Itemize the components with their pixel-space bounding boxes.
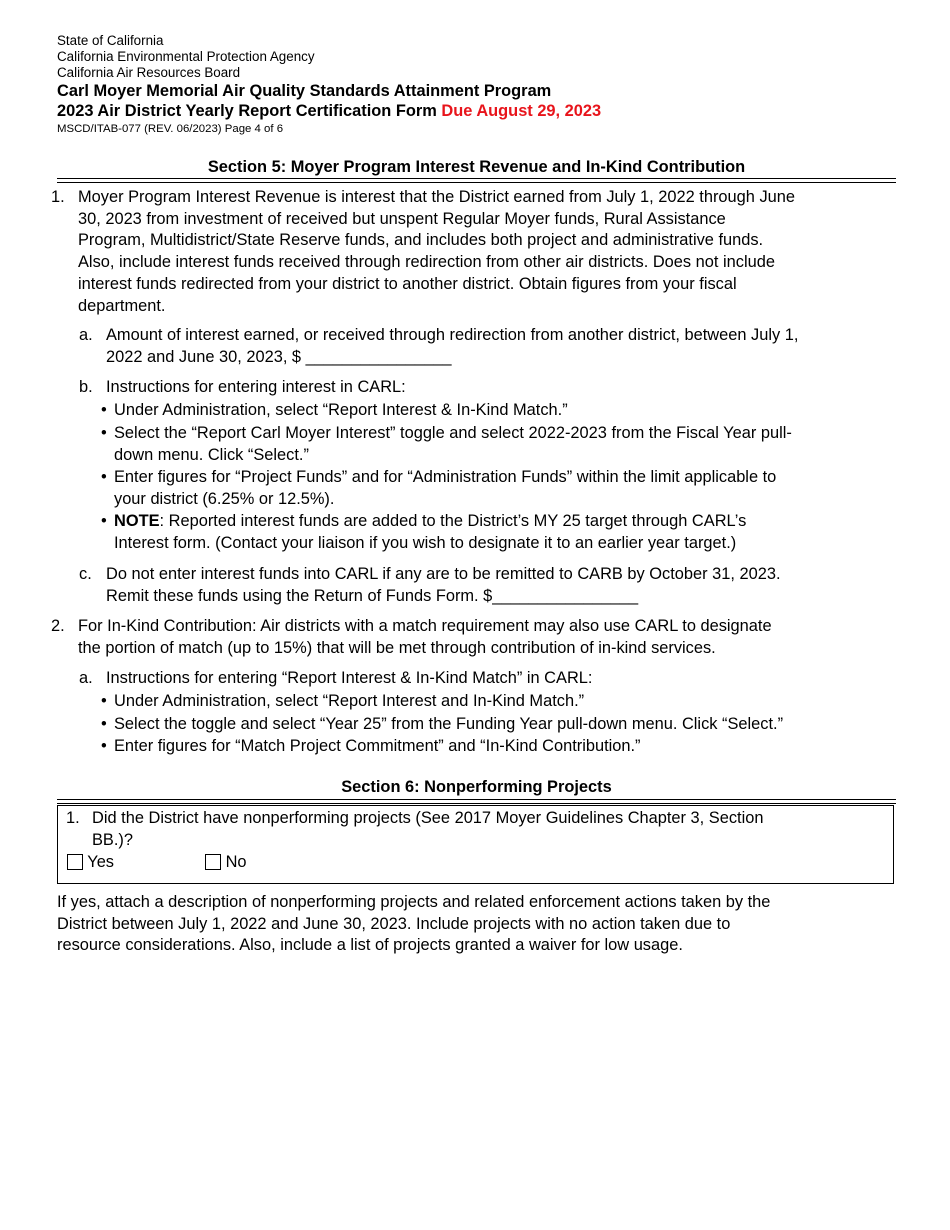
remit-amount-blank[interactable]: Remit these funds using the Return of Funds Form. $________________: [106, 586, 639, 605]
bullet-text: [114, 511, 909, 554]
text-line: Do not enter interest funds into CARL if any are to be remitted to CARB by October 31, 2023.: [106, 565, 781, 583]
subitem-label: a.: [79, 669, 93, 687]
text-line: Did the District have nonperforming projects (See 2017 Moyer Guidelines Chapter 3, Section: [92, 809, 764, 827]
bullet-icon: •: [101, 512, 107, 530]
no-option[interactable]: [205, 852, 247, 874]
item2-paragraph: [78, 616, 918, 659]
section5-divider: [57, 178, 896, 183]
bullet-icon: •: [101, 715, 107, 733]
yes-option[interactable]: [67, 852, 114, 874]
text-line: Enter figures for “Project Funds” and for “Administration Funds” within the limit applicable to: [114, 468, 777, 486]
bullet-icon: •: [101, 401, 107, 419]
board-name: California Air Resources Board: [57, 65, 241, 80]
section6-heading: Section 6: Nonperforming Projects: [341, 778, 612, 796]
item-number: 2.: [51, 617, 65, 635]
text-line: Amount of interest earned, or received through redirection from another district, between July 1,: [106, 326, 799, 344]
item1-paragraph: [78, 187, 918, 317]
item2a-intro: Instructions for entering “Report Interest & In-Kind Match” in CARL:: [106, 669, 593, 687]
bullet-text: Under Administration, select “Report Interest and In-Kind Match.”: [114, 692, 585, 710]
subitem-label: b.: [79, 378, 93, 396]
note-label: NOTE: [114, 512, 160, 530]
text-line: Under Administration, select “Report Interest & In-Kind Match.”: [114, 401, 568, 419]
bullet-icon: •: [101, 737, 107, 755]
bullet-text: Enter figures for “Match Project Commitment” and “In-Kind Contribution.”: [114, 737, 641, 755]
text-line: Also, include interest funds received through redirection from other air districts. Does not include: [78, 253, 775, 272]
section6-followup: [57, 892, 917, 957]
text-line: your district (6.25% or 12.5%).: [114, 489, 335, 508]
text-line: Moyer Program Interest Revenue is interest that the District earned from July 1, 2022 through June: [78, 188, 795, 206]
nonperforming-question-box: [57, 805, 894, 884]
text-line: resource considerations. Also, include a list of projects granted a waiver for low usage.: [57, 936, 683, 955]
bullet-text: [114, 400, 909, 422]
text-line: Program, Multidistrict/State Reserve funds, and includes both project and administrative funds.: [78, 231, 764, 250]
text-line: BB.)?: [92, 830, 133, 849]
text-line: For In-Kind Contribution: Air districts with a match requirement may also use CARL to designate: [78, 617, 772, 635]
interest-amount-blank[interactable]: 2022 and June 30, 2023, $ ________________: [106, 347, 452, 366]
item-number: 1.: [51, 188, 65, 206]
form-title: 2023 Air District Yearly Report Certification Form: [57, 102, 437, 120]
text-line: down menu. Click “Select.”: [114, 445, 309, 464]
no-label: No: [225, 853, 247, 871]
text-line: Interest form. (Contact your liaison if you wish to designate it to an earlier year target.): [114, 533, 737, 552]
agency-name: California Environmental Protection Agency: [57, 49, 315, 64]
question-text: [92, 808, 882, 851]
text-line: If yes, attach a description of nonperforming projects and related enforcement actions taken by the: [57, 893, 771, 911]
bullet-text: [114, 423, 909, 466]
bullet-icon: •: [101, 424, 107, 442]
state-name: State of California: [57, 33, 164, 48]
yes-label: Yes: [87, 853, 115, 871]
yes-checkbox[interactable]: [67, 854, 83, 870]
subitem-label: c.: [79, 565, 92, 583]
no-checkbox[interactable]: [205, 854, 221, 870]
text-line: : Reported interest funds are added to the District’s MY 25 target through CARL’s: [159, 512, 747, 530]
section6-divider: [57, 799, 896, 804]
program-title: Carl Moyer Memorial Air Quality Standards Attainment Program: [57, 82, 552, 100]
form-title-line: [57, 101, 917, 121]
item1b-intro: Instructions for entering interest in CARL:: [106, 378, 406, 396]
question-number: 1.: [66, 809, 80, 827]
form-number: MSCD/ITAB-077 (REV. 06/2023) Page 4 of 6: [57, 123, 284, 135]
due-date: Due August 29, 2023: [441, 102, 602, 120]
text-line: the portion of match (up to 15%) that will be met through contribution of in-kind services.: [78, 638, 716, 657]
section5-heading: Section 5: Moyer Program Interest Revenue and In-Kind Contribution: [207, 158, 746, 176]
bullet-text: Select the toggle and select “Year 25” from the Funding Year pull-down menu. Click “Select.”: [114, 715, 784, 733]
text-line: interest funds redirected from your district to another district. Obtain figures from your fiscal: [78, 274, 737, 293]
note-line: [114, 511, 909, 533]
text-line: department.: [78, 296, 166, 315]
bullet-text: [114, 467, 909, 510]
bullet-icon: •: [101, 692, 107, 710]
text-line: District between July 1, 2022 and June 30, 2023. Include projects with no action taken due to: [57, 914, 731, 933]
text-line: 30, 2023 from investment of received but unspent Regular Moyer funds, Rural Assistance: [78, 209, 726, 228]
bullet-icon: •: [101, 468, 107, 486]
form-header: [57, 33, 917, 137]
item1a-text: [106, 325, 921, 368]
item1c-text: [106, 564, 921, 607]
subitem-label: a.: [79, 326, 93, 344]
text-line: Select the “Report Carl Moyer Interest” toggle and select 2022-2023 from the Fiscal Year pull-: [114, 424, 792, 442]
